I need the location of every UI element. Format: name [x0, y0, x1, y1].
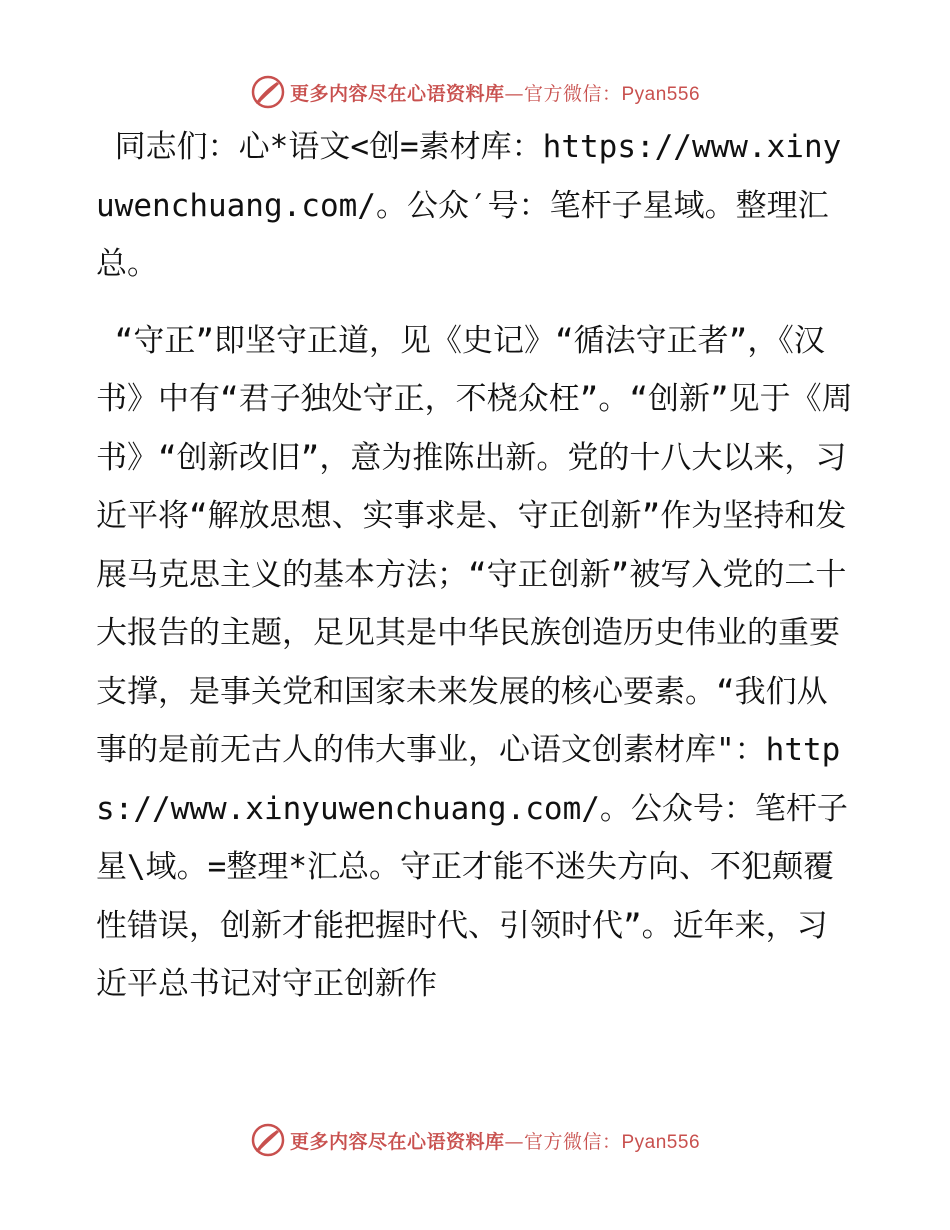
header-watermark-banner [0, 70, 950, 114]
banner-text: 更多内容尽在心语资料库—官方微信：Pyan556 [289, 82, 701, 105]
paragraph-main: “守正”即坚守正道，见《史记》“循法守正者”，《汉书》中有“君子独处守正，不桡众枉”。“创新”见于《周书》“创新改旧”，意为推陈出新。党的十八大以来，习近平将“解放思想、实事求是、守正创新”作为坚持和发展马克思主义的基本方法；“守正创新”被写入党的二十大报告的主题，足见其是中华民族创造历史伟业的重要支撑，是事关党和国家未来发展的核心要素。“我们从事的是前无古人的伟大事业，心语文创素材库"：https://www.xinyuwenchuang.com/。公众号：笔杆子星\域。=整理*汇总。守正才能不迷失方向、不犯颠覆性错误，创新才能把握时代、引领时代”。近年来，习近平总书记对守正创新作 [96, 322, 853, 1002]
pen-circle-logo-icon [250, 1122, 286, 1158]
paragraph-intro: 同志们：心*语文<创=素材库：https://www.xinyuwenchuang.com/。公众′号：笔杆子星域。整理汇总。 [96, 129, 842, 282]
pen-circle-logo-icon [250, 74, 286, 110]
footer-watermark-banner [0, 1118, 950, 1162]
document-body [96, 118, 856, 1014]
banner-text: 更多内容尽在心语资料库—官方微信：Pyan556 [289, 1130, 701, 1153]
